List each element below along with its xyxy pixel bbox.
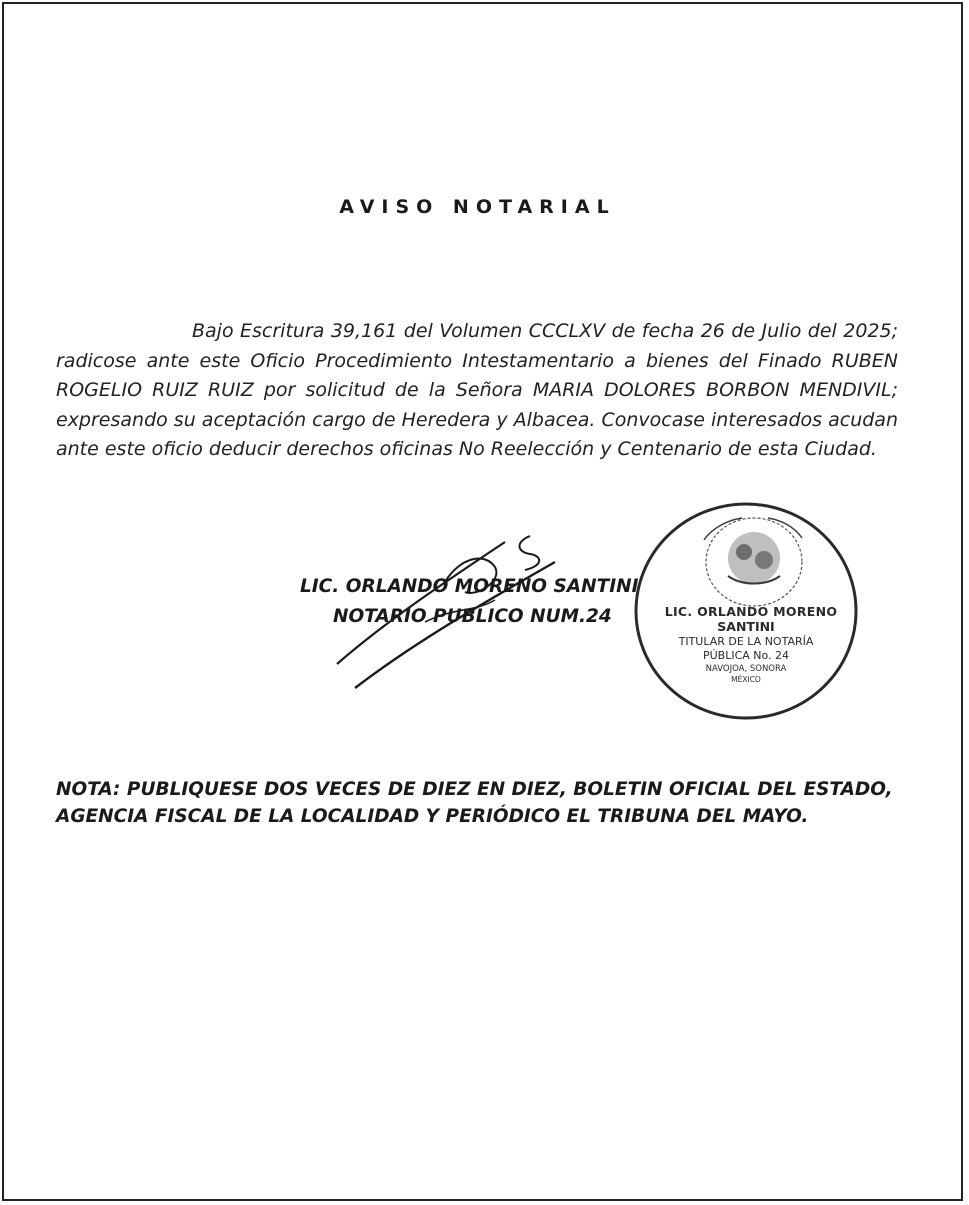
signer-title: NOTARIO PUBLICO NUM.24 — [333, 606, 612, 627]
seal-line-office: TITULAR DE LA NOTARÍA — [678, 635, 814, 648]
seal-line-surname: SANTINI — [717, 619, 775, 634]
document-body: Bajo Escritura 39,161 del Volumen CCCLXV de fecha 26 de Julio del 2025; radicose ante este Oficio Procedimiento Intestamentario a bienes del Finado RUBEN ROGELIO RUIZ RUIZ por solicitud de la Señora MARIA DOLORES BORBON MENDIVIL; expresando su aceptación cargo de Heredera y Albacea. Convocase interesados acudan ante este oficio deducir derechos oficinas No Reelección y Centenario de esta Ciudad. — [56, 320, 898, 460]
seal-line-country: MÉXICO — [731, 675, 761, 684]
seal-text — [632, 604, 860, 685]
seal-line-name: LIC. ORLANDO MORENO — [664, 604, 838, 619]
signer-name: LIC. ORLANDO MORENO SANTINI — [300, 576, 639, 597]
seal-line-city: NAVOJOA, SONORA — [705, 664, 787, 674]
document-title: AVISO NOTARIAL — [339, 196, 616, 218]
publication-note: NOTA: PUBLIQUESE DOS VECES DE DIEZ EN DIEZ, BOLETIN OFICIAL DEL ESTADO, AGENCIA FISCAL DE LA LOCALIDAD Y PERIÓDICO EL TRIBUNA DEL MAYO. — [56, 779, 893, 827]
seal-line-number: PÚBLICA No. 24 — [702, 649, 790, 662]
